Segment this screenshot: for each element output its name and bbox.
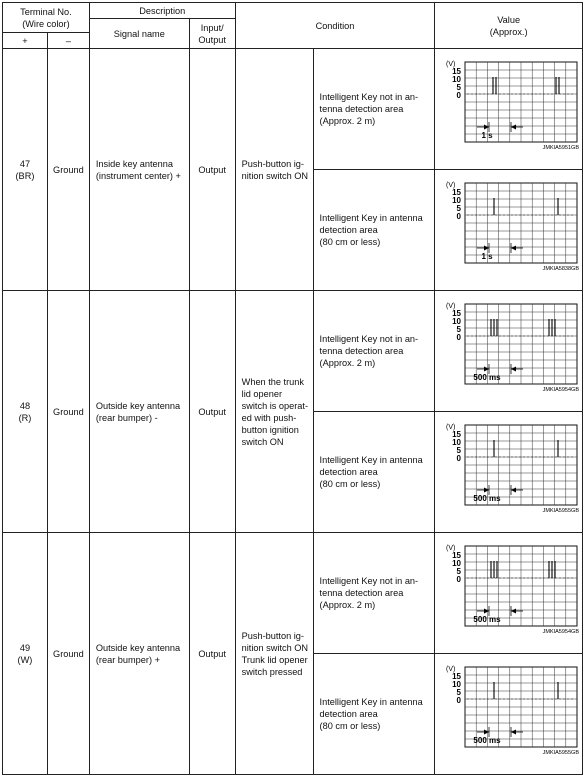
- condition-sub: Intelligent Key not in an- tenna detection area (Approx. 2 m): [313, 533, 435, 654]
- value-cell: [435, 412, 583, 533]
- y-tick-label: 0: [456, 91, 462, 100]
- condition-sub: Intelligent Key in antenna detection area (80 cm or less): [313, 654, 435, 775]
- condition-sub: Intelligent Key not in an- tenna detection area (Approx. 2 m): [313, 49, 435, 170]
- oscilloscope-graph: [445, 664, 580, 754]
- condition-main: Push-button ig- nition switch ON: [235, 49, 313, 291]
- oscilloscope-graph: [445, 543, 580, 633]
- terminal-minus: Ground: [47, 291, 89, 533]
- scope-grid: [465, 667, 577, 747]
- signal-name: Outside key antenna (rear bumper) -: [89, 291, 189, 533]
- time-scale-label: 500 ms: [473, 373, 501, 382]
- y-tick-label: 5: [456, 446, 462, 455]
- condition-sub: Intelligent Key not in an- tenna detection area (Approx. 2 m): [313, 291, 435, 412]
- y-tick-label: 0: [456, 696, 462, 705]
- oscilloscope-graph: [445, 422, 580, 512]
- y-tick-label: 10: [452, 559, 462, 568]
- time-scale-label: 500 ms: [473, 615, 501, 624]
- figure-code: JMKIA5954GB: [542, 629, 580, 633]
- value-cell: [435, 654, 583, 775]
- time-scale-label: 500 ms: [473, 494, 501, 503]
- input-output: Output: [189, 533, 235, 775]
- y-tick-label: 15: [452, 67, 462, 76]
- header-minus: –: [47, 33, 89, 49]
- terminal-plus: 47 (BR): [3, 49, 48, 291]
- y-tick-label: 5: [456, 325, 462, 334]
- figure-code: JMKIA5838GB: [542, 266, 580, 270]
- table-row: [3, 49, 583, 170]
- y-tick-label: 5: [456, 204, 462, 213]
- y-tick-label: 0: [456, 454, 462, 463]
- condition-main: When the trunk lid opener switch is operat- ed with push- button ignition switch ON: [235, 291, 313, 533]
- terminal-minus: Ground: [47, 49, 89, 291]
- y-tick-label: 10: [452, 75, 462, 84]
- time-scale-label: 1 s: [481, 252, 493, 261]
- oscilloscope-graph: [445, 59, 580, 149]
- terminal-plus: 48 (R): [3, 291, 48, 533]
- table-row: [3, 533, 583, 654]
- y-tick-label: 15: [452, 430, 462, 439]
- y-tick-label: 0: [456, 212, 462, 221]
- y-tick-label: 5: [456, 567, 462, 576]
- signal-name: Inside key antenna (instrument center) +: [89, 49, 189, 291]
- y-tick-label: 0: [456, 575, 462, 584]
- terminal-plus: 49 (W): [3, 533, 48, 775]
- y-tick-label: 10: [452, 680, 462, 689]
- terminal-minus: Ground: [47, 533, 89, 775]
- oscilloscope-graph: [445, 180, 580, 270]
- header-condition: Condition: [235, 3, 435, 49]
- y-unit-label: (V): [446, 303, 456, 310]
- figure-code: JMKIA5951GB: [542, 145, 580, 149]
- table-row: [3, 291, 583, 412]
- y-unit-label: (V): [446, 545, 456, 552]
- y-unit-label: (V): [446, 182, 456, 189]
- oscilloscope-graph: [445, 301, 580, 391]
- condition-sub: Intelligent Key in antenna detection area (80 cm or less): [313, 170, 435, 291]
- value-cell: [435, 49, 583, 170]
- time-scale-label: 1 s: [481, 131, 493, 140]
- y-unit-label: (V): [446, 666, 456, 673]
- condition-sub: Intelligent Key in antenna detection area (80 cm or less): [313, 412, 435, 533]
- header-input-output: Input/ Output: [189, 19, 235, 49]
- input-output: Output: [189, 291, 235, 533]
- scope-grid: [465, 62, 577, 142]
- scope-grid: [465, 304, 577, 384]
- y-tick-label: 15: [452, 309, 462, 318]
- header-plus: +: [3, 33, 48, 49]
- scope-grid: [465, 546, 577, 626]
- y-tick-label: 10: [452, 317, 462, 326]
- terminal-table: [2, 2, 583, 775]
- value-cell: [435, 170, 583, 291]
- header-description: Description: [89, 3, 235, 19]
- input-output: Output: [189, 49, 235, 291]
- header-value: Value (Approx.): [435, 3, 583, 49]
- condition-main: Push-button ig- nition switch ON Trunk lid opener switch pressed: [235, 533, 313, 775]
- figure-code: JMKIA5955GB: [542, 750, 580, 754]
- y-unit-label: (V): [446, 424, 456, 431]
- y-tick-label: 15: [452, 672, 462, 681]
- y-unit-label: (V): [446, 61, 456, 68]
- figure-code: JMKIA5955GB: [542, 508, 580, 512]
- scope-grid: [465, 425, 577, 505]
- y-tick-label: 5: [456, 83, 462, 92]
- y-tick-label: 5: [456, 688, 462, 697]
- y-tick-label: 0: [456, 333, 462, 342]
- y-tick-label: 15: [452, 551, 462, 560]
- y-tick-label: 10: [452, 196, 462, 205]
- header-terminal-no: Terminal No. (Wire color): [3, 3, 90, 33]
- signal-name: Outside key antenna (rear bumper) +: [89, 533, 189, 775]
- figure-code: JMKIA5954GB: [542, 387, 580, 391]
- value-cell: [435, 291, 583, 412]
- time-scale-label: 500 ms: [473, 736, 501, 745]
- scope-grid: [465, 183, 577, 263]
- header-signal-name: Signal name: [89, 19, 189, 49]
- y-tick-label: 15: [452, 188, 462, 197]
- value-cell: [435, 533, 583, 654]
- y-tick-label: 10: [452, 438, 462, 447]
